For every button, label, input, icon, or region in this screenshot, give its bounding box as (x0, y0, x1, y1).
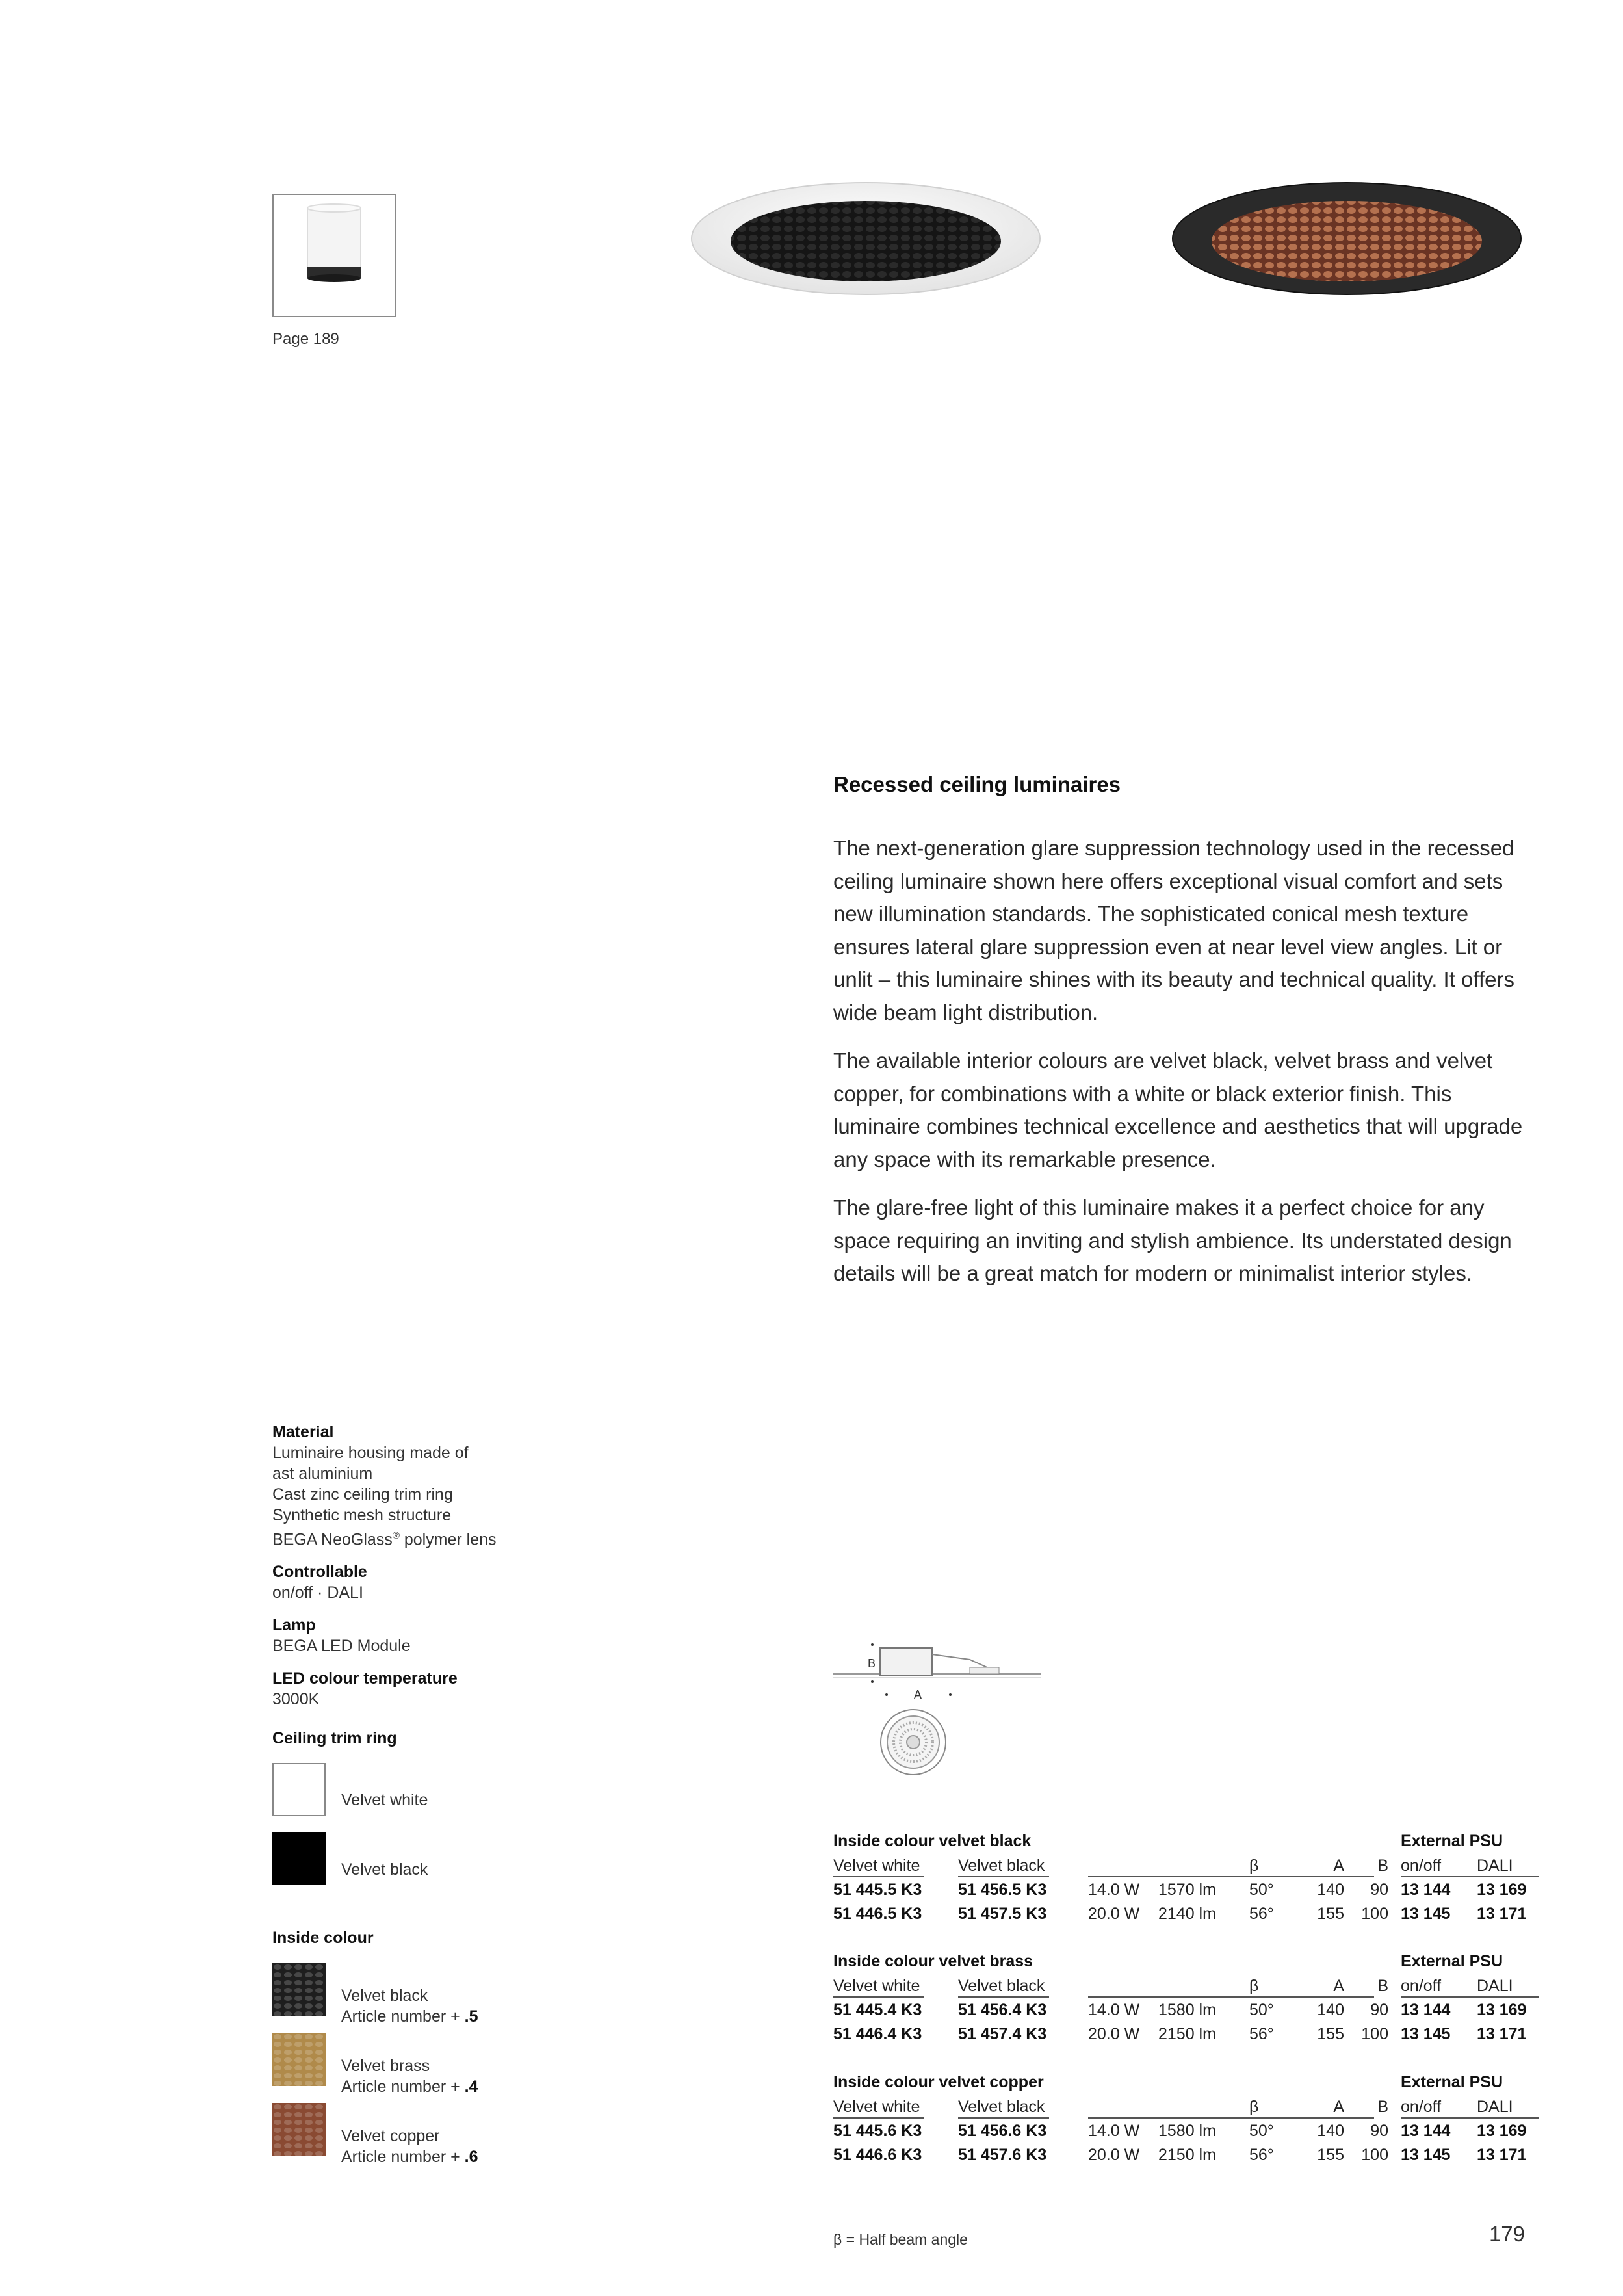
table-cell-b: 90 (1370, 2001, 1388, 2019)
column-header-onoff: on/off (1401, 2098, 1442, 2116)
luminaire-black-trim-image (1170, 179, 1524, 299)
column-header-onoff: on/off (1401, 1977, 1442, 1995)
table-cell-beta: 50° (1249, 2122, 1274, 2140)
table-rule (958, 1876, 1049, 1877)
column-header-onoff: on/off (1401, 1857, 1442, 1875)
intro-paragraph: The available interior colours are velvet black, velvet brass and velvet copper, for combinations with a white or black exterior finish. This luminaire combines technical excellence and aesthetics that will upgrade any space with its remarkable presence. (833, 1049, 1523, 1171)
table-rule (1088, 2117, 1374, 2119)
column-header-white: Velvet white (833, 2098, 920, 2116)
product-thumbnail[interactable] (272, 194, 396, 317)
table-cell-onoff: 13 144 (1401, 2122, 1451, 2140)
table-cell-white: 51 446.5 K3 (833, 1905, 922, 1923)
material-lens-line: BEGA NeoGlass® polymer lens (272, 1530, 497, 1549)
psu-title: External PSU (1401, 1832, 1503, 1850)
table-cell-dali: 13 169 (1477, 2001, 1527, 2019)
intro-paragraph: The glare-free light of this luminaire makes it a perfect choice for any space requiring an inviting and stylish ambience. Its understated design details will be a great match for modern or minimalist interior styles. (833, 1195, 1512, 1285)
table-cell-lumen: 1580 lm (1158, 2122, 1216, 2140)
column-header-dali: DALI (1477, 1977, 1513, 1995)
table-cell-beta: 56° (1249, 2146, 1274, 2164)
intro-text (833, 832, 1542, 1306)
table-cell-white: 51 446.6 K3 (833, 2146, 922, 2164)
front-view-diagram (877, 1706, 949, 1778)
column-header-white: Velvet white (833, 1857, 920, 1875)
column-header-b: B (1377, 1857, 1388, 1875)
column-header-beta: β (1249, 1977, 1259, 1995)
table-rule (833, 1996, 924, 1998)
column-header-beta: β (1249, 1857, 1259, 1875)
column-header-black: Velvet black (958, 1977, 1045, 1995)
page-number: 179 (1488, 2222, 1525, 2246)
table-cell-power: 14.0 W (1088, 1881, 1140, 1899)
table-cell-power: 20.0 W (1088, 2146, 1140, 2164)
table-cell-white: 51 445.5 K3 (833, 1881, 922, 1899)
table-rule (833, 2117, 924, 2119)
table-cell-a: 155 (1317, 1905, 1344, 1923)
lamp-heading: Lamp (272, 1616, 316, 1635)
table-cell-white: 51 445.4 K3 (833, 2001, 922, 2019)
table-cell-onoff: 13 145 (1401, 1905, 1451, 1923)
table-cell-black: 51 456.4 K3 (958, 2001, 1047, 2019)
page-reference: Page 189 (272, 330, 339, 348)
inside-colour-heading: Inside colour (272, 1929, 374, 1947)
table-cell-power: 20.0 W (1088, 2025, 1140, 2043)
table-cell-lumen: 2150 lm (1158, 2025, 1216, 2043)
column-header-a: A (1333, 1977, 1344, 1995)
cylinder-luminaire-icon (274, 195, 395, 316)
table-cell-dali: 13 171 (1477, 2146, 1527, 2164)
dimension-a-label: A (914, 1688, 922, 1700)
specifications (272, 1422, 545, 1721)
material-line: ast aluminium (272, 1465, 373, 1483)
table-cell-dali: 13 171 (1477, 2025, 1527, 2043)
table-rule (1401, 2117, 1539, 2119)
psu-title: External PSU (1401, 1952, 1503, 1970)
table-cell-a: 140 (1317, 2122, 1344, 2140)
led-temp-value: 3000K (272, 1690, 320, 1709)
table-rule (1401, 1876, 1539, 1877)
section-title: Recessed ceiling luminaires (833, 772, 1121, 796)
table-cell-lumen: 2140 lm (1158, 1905, 1216, 1923)
table-cell-black: 51 457.6 K3 (958, 2146, 1047, 2164)
inside-label-copper: Velvet copper Article number + .6 (341, 2127, 478, 2166)
column-header-white: Velvet white (833, 1977, 920, 1995)
table-title: Inside colour velvet copper (833, 2073, 1044, 2091)
table-title: Inside colour velvet black (833, 1832, 1032, 1850)
table-cell-black: 51 456.5 K3 (958, 1881, 1047, 1899)
table-cell-beta: 50° (1249, 2001, 1274, 2019)
intro-paragraph: The next-generation glare suppression technology used in the recessed ceiling luminaire shown here offers exceptional visual comfort and sets new illumination standards. The sophisticated conical mesh texture ensures lateral glare suppression even at near level view angles. Lit or unlit – this luminaire shines with its beauty and technical quality. It offers wide beam light distribution. (833, 836, 1514, 1024)
psu-title: External PSU (1401, 2073, 1503, 2091)
swatch-label: Velvet black (341, 1860, 428, 1879)
led-temp-spec (272, 1668, 545, 1710)
controllable-spec (272, 1561, 545, 1603)
table-cell-lumen: 1570 lm (1158, 1881, 1216, 1899)
table-cell-power: 14.0 W (1088, 2001, 1140, 2019)
table-cell-black: 51 456.6 K3 (958, 2122, 1047, 2140)
table-cell-onoff: 13 145 (1401, 2146, 1451, 2164)
controllable-value: on/off · DALI (272, 1584, 363, 1602)
column-header-beta: β (1249, 2098, 1259, 2116)
table-cell-power: 14.0 W (1088, 2122, 1140, 2140)
lamp-value: BEGA LED Module (272, 1637, 411, 1656)
column-header-black: Velvet black (958, 1857, 1045, 1875)
beam-angle-note: β = Half beam angle (833, 2231, 968, 2248)
table-cell-a: 140 (1317, 1881, 1344, 1899)
swatch-label: Velvet white (341, 1791, 428, 1809)
table-cell-b: 90 (1370, 2122, 1388, 2140)
table-rule (1401, 1996, 1539, 1998)
column-header-b: B (1377, 2098, 1388, 2116)
table-cell-dali: 13 169 (1477, 2122, 1527, 2140)
luminaire-white-trim-image (689, 179, 1043, 299)
table-cell-lumen: 1580 lm (1158, 2001, 1216, 2019)
table-cell-dali: 13 169 (1477, 1881, 1527, 1899)
table-cell-a: 155 (1317, 2025, 1344, 2043)
material-spec (272, 1422, 545, 1550)
dimension-b-label: B (868, 1657, 876, 1670)
table-rule (1088, 1996, 1374, 1998)
table-cell-a: 140 (1317, 2001, 1344, 2019)
inside-label-black: Velvet black Article number + .5 (341, 1987, 478, 2026)
swatch-velvet-white (272, 1763, 326, 1816)
table-cell-b: 100 (1361, 2025, 1388, 2043)
swatch-inside-velvet-brass (272, 2033, 326, 2086)
table-cell-beta: 50° (1249, 1881, 1274, 1899)
table-cell-beta: 56° (1249, 2025, 1274, 2043)
swatch-inside-velvet-copper (272, 2103, 326, 2156)
swatch-velvet-black (272, 1832, 326, 1885)
table-cell-onoff: 13 145 (1401, 2025, 1451, 2043)
lamp-spec (272, 1615, 545, 1656)
column-header-black: Velvet black (958, 2098, 1045, 2116)
inside-label-brass: Velvet brass Article number + .4 (341, 2057, 478, 2096)
table-rule (833, 1876, 924, 1877)
controllable-heading: Controllable (272, 1563, 367, 1582)
column-header-dali: DALI (1477, 2098, 1513, 2116)
product-table-copper (833, 2073, 1532, 2171)
product-table-black (833, 1832, 1532, 1929)
trim-heading: Ceiling trim ring (272, 1729, 397, 1747)
table-cell-dali: 13 171 (1477, 1905, 1527, 1923)
material-line: Cast zinc ceiling trim ring (272, 1485, 453, 1504)
table-cell-beta: 56° (1249, 1905, 1274, 1923)
table-rule (958, 1996, 1049, 1998)
material-heading: Material (272, 1423, 334, 1441)
led-temp-heading: LED colour temperature (272, 1669, 458, 1688)
column-header-a: A (1333, 2098, 1344, 2116)
table-cell-white: 51 446.4 K3 (833, 2025, 922, 2043)
table-cell-onoff: 13 144 (1401, 2001, 1451, 2019)
material-line: Luminaire housing made of (272, 1444, 469, 1462)
table-cell-white: 51 445.6 K3 (833, 2122, 922, 2140)
column-header-dali: DALI (1477, 1857, 1513, 1875)
material-line: Synthetic mesh structure (272, 1506, 452, 1524)
table-cell-black: 51 457.5 K3 (958, 1905, 1047, 1923)
table-cell-b: 90 (1370, 1881, 1388, 1899)
table-title: Inside colour velvet brass (833, 1952, 1033, 1970)
table-cell-b: 100 (1361, 2146, 1388, 2164)
swatch-inside-velvet-black (272, 1963, 326, 2016)
column-header-b: B (1377, 1977, 1388, 1995)
table-rule (1088, 1876, 1374, 1877)
table-rule (958, 2117, 1049, 2119)
table-cell-black: 51 457.4 K3 (958, 2025, 1047, 2043)
table-cell-onoff: 13 144 (1401, 1881, 1451, 1899)
column-header-a: A (1333, 1857, 1344, 1875)
table-cell-a: 155 (1317, 2146, 1344, 2164)
product-table-brass (833, 1952, 1532, 2050)
table-cell-lumen: 2150 lm (1158, 2146, 1216, 2164)
table-cell-power: 20.0 W (1088, 1905, 1140, 1923)
table-cell-b: 100 (1361, 1905, 1388, 1923)
side-dimension-diagram (833, 1628, 1041, 1700)
